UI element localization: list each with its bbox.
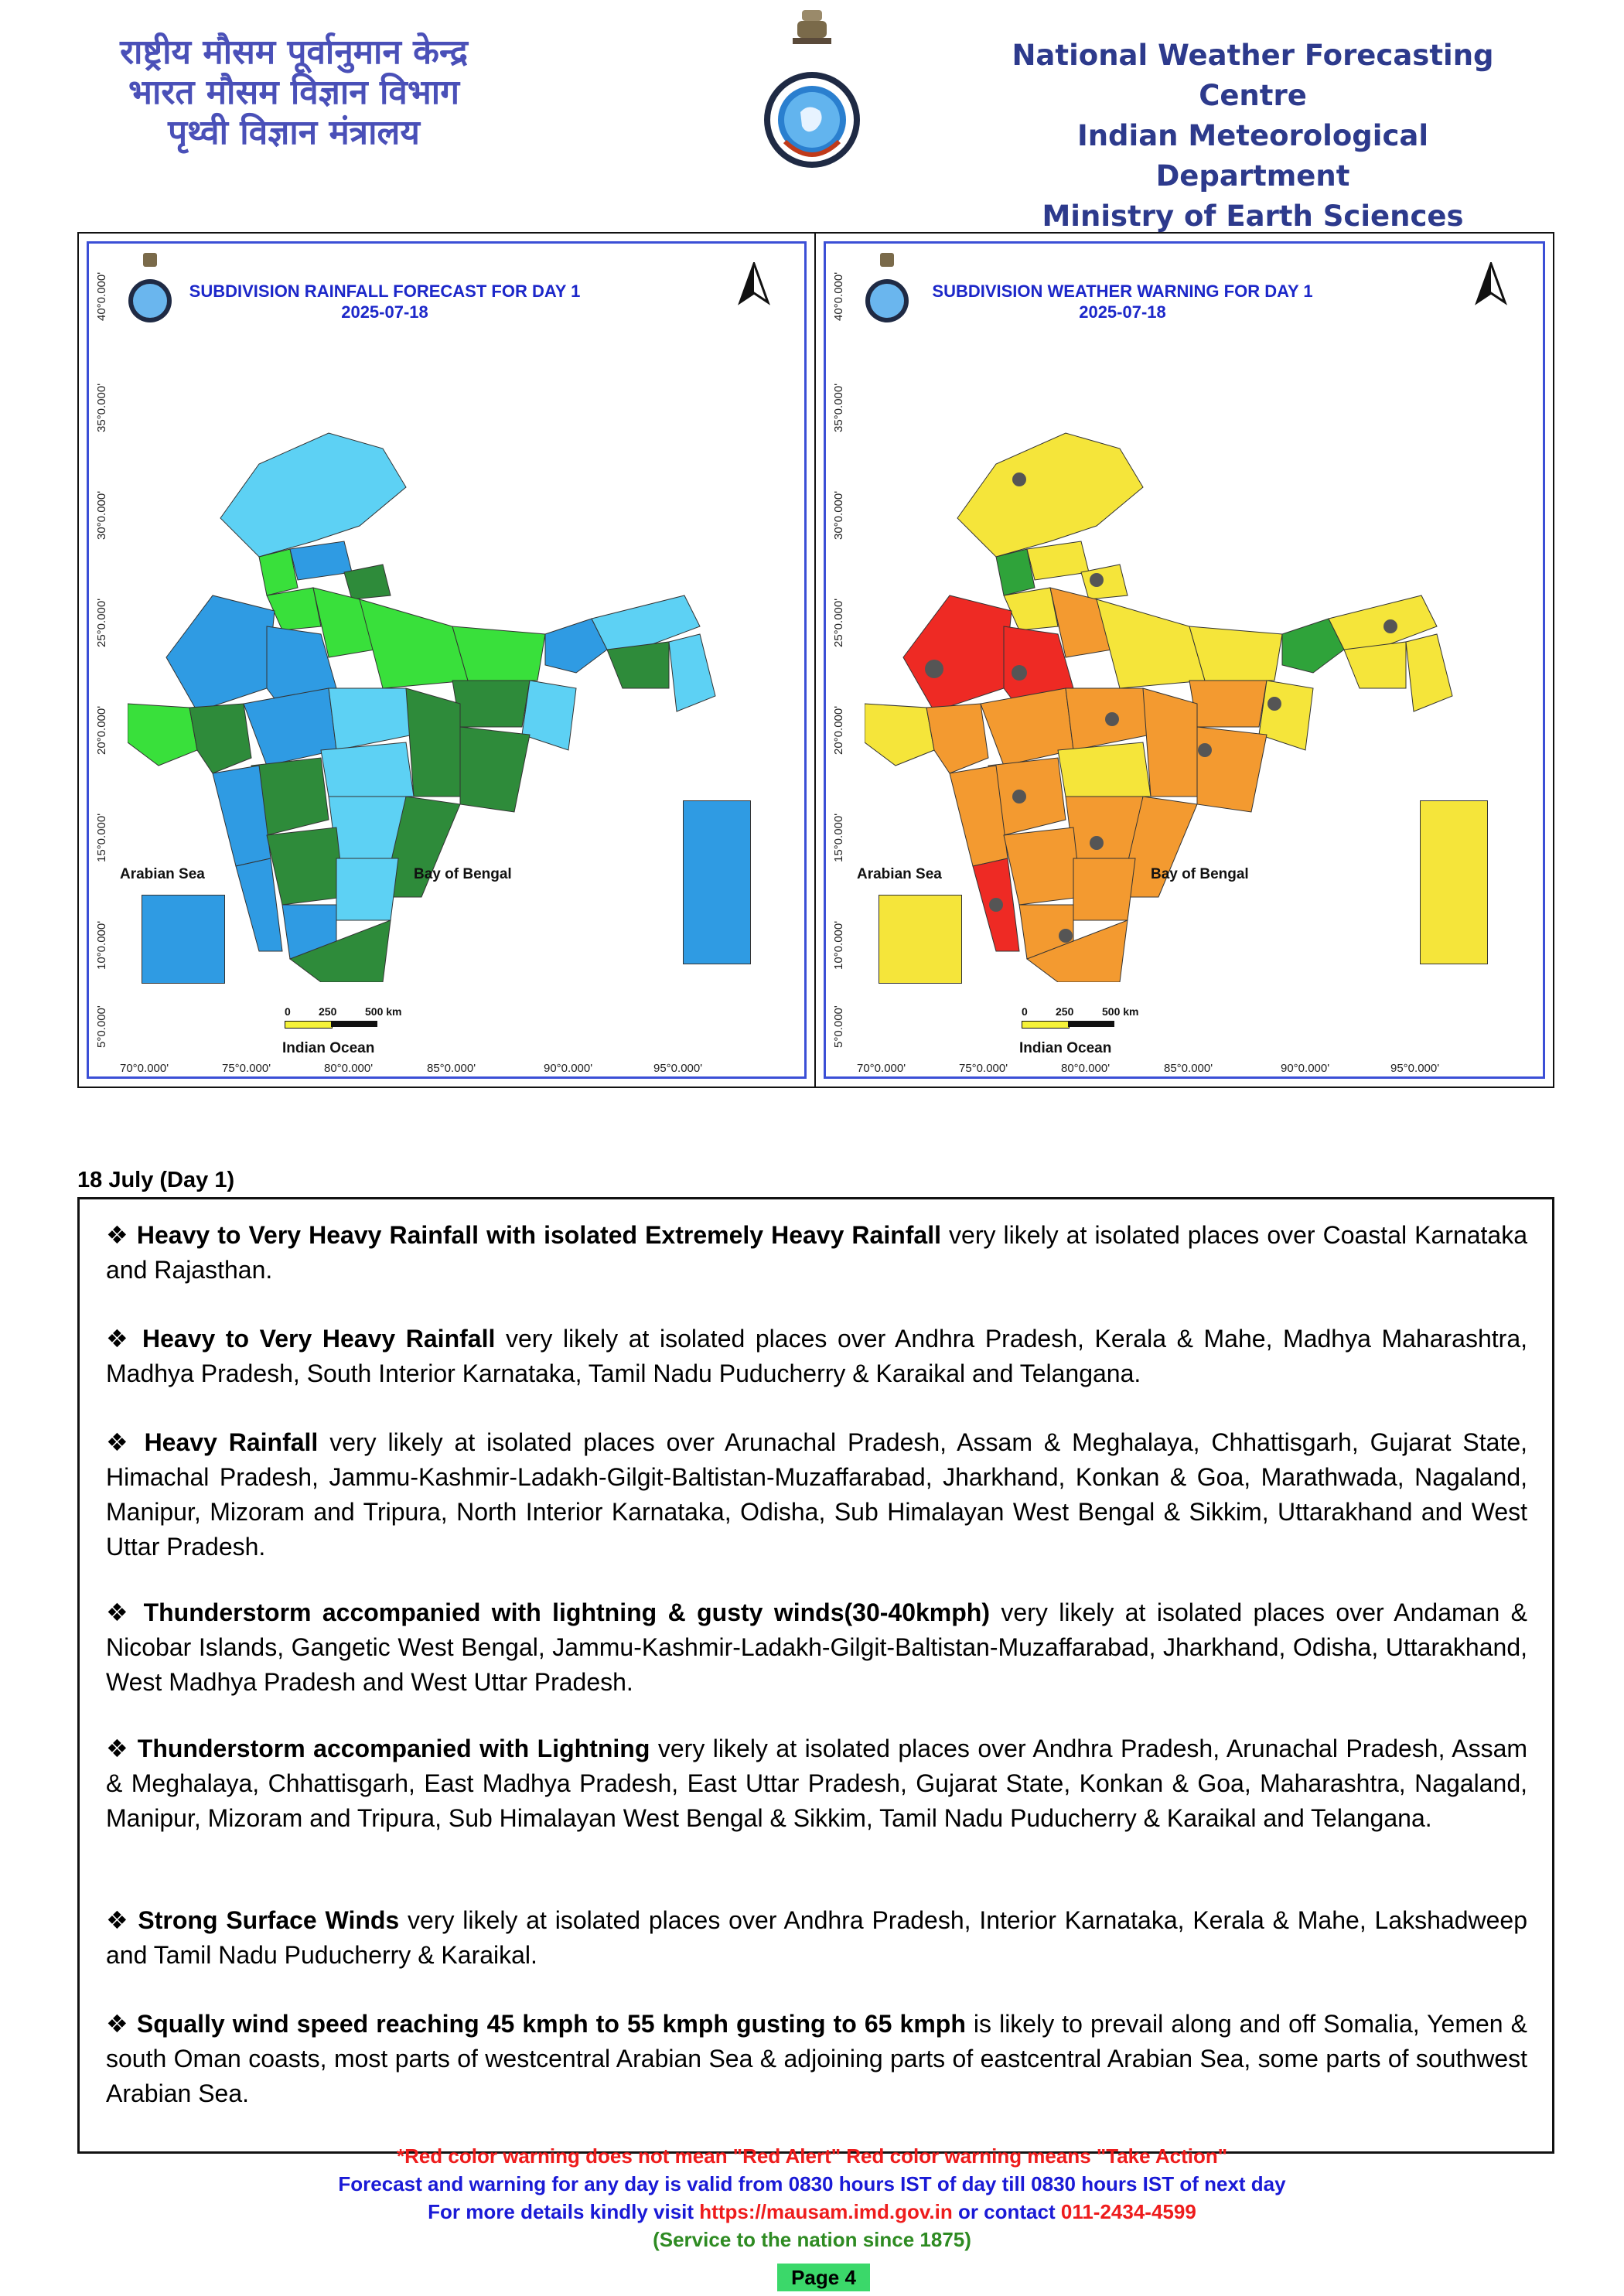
item-heading: Heavy to Very Heavy Rainfall with isolated Extremely Heavy Rainfall: [136, 1221, 942, 1249]
english-line-1: National Weather Forecasting Centre: [1012, 39, 1494, 112]
lat-tick: 40°0.000': [832, 271, 845, 321]
contact-line: [0, 2198, 1624, 2226]
lon-tick: 85°0.000': [427, 1062, 476, 1075]
lon-tick: 95°0.000': [1390, 1062, 1440, 1075]
warning-map: [824, 241, 1545, 1079]
diamond-bullet-icon: ❖: [106, 1221, 137, 1249]
arabian-sea-label: Arabian Sea: [857, 866, 942, 882]
scale-bar-dark: [1068, 1021, 1114, 1027]
item-heading: Thunderstorm accompanied with lightning & gusty winds(30-40kmph): [143, 1598, 990, 1626]
item-heading: Strong Surface Winds: [138, 1906, 400, 1934]
contact-prefix: For more details kindly visit: [428, 2200, 700, 2223]
hindi-line-3: पृथ्वी विज्ञान मंत्रालय: [168, 113, 420, 152]
forecast-item: [106, 1425, 1527, 1564]
scale-mid: 250: [1056, 1005, 1074, 1018]
header-english: [982, 36, 1523, 237]
bay-of-bengal-label: Bay of Bengal: [1151, 866, 1249, 882]
english-line-3: Ministry of Earth Sciences: [1042, 200, 1464, 233]
hindi-line-1: राष्ट्रीय मौसम पूर्वानुमान केन्द्र: [120, 32, 468, 72]
forecast-item: [106, 1595, 1527, 1700]
item-text: very likely at isolated places over Andhra Pradesh, Arunachal Pradesh, Assam & Meghalaya, Chhattisgarh, East Madhya Pradesh, East Uttar Pradesh, Gujarat State, Konkan & Goa, Maharashtra, Nagaland, Manipur, Mizoram and Tripura, Sub Himalayan West Bengal & Sikkim, Tamil Nadu Puducherry & Karaikal and Telangana.: [106, 1735, 1528, 1832]
lat-tick: 35°0.000': [832, 383, 845, 432]
lat-tick: 25°0.000': [95, 598, 108, 647]
lat-tick: 5°0.000': [95, 1005, 108, 1048]
rainfall-map-panel: [79, 234, 816, 1087]
diamond-bullet-icon: ❖: [106, 1325, 142, 1353]
item-text: is likely to prevail along and off Somalia, Yemen & south Oman coasts, most parts of westcentral Arabian Sea & adjoining parts of eastcentral Arabian Sea, some parts of southwest Arabian Sea.: [106, 2010, 1527, 2107]
scale-mid: 250: [319, 1005, 337, 1018]
warning-india-map: [865, 363, 1483, 982]
forecast-textbox: [77, 1197, 1554, 2154]
forecast-item: [106, 2007, 1527, 2111]
andaman-box: [1420, 800, 1488, 964]
lon-tick: 70°0.000': [857, 1062, 906, 1075]
diamond-bullet-icon: ❖: [106, 2010, 137, 2038]
item-heading: Heavy to Very Heavy Rainfall: [142, 1325, 496, 1353]
item-heading: Heavy Rainfall: [144, 1428, 319, 1456]
andaman-box: [683, 800, 751, 964]
imd-emblem-icon: [762, 4, 862, 182]
hindi-line-2: भारत मौसम विज्ञान विभाग: [128, 73, 459, 112]
warning-date-text: 2025-07-18: [1079, 302, 1166, 322]
lat-tick: 30°0.000': [832, 490, 845, 540]
warning-map-title: [764, 281, 1481, 322]
rainfall-map: [87, 241, 807, 1079]
indian-ocean-label: Indian Ocean: [1019, 1040, 1112, 1056]
scale-bar: [1022, 1021, 1070, 1029]
forecast-item: [106, 1218, 1527, 1288]
lat-tick: 15°0.000': [95, 813, 108, 862]
maps-frame: [77, 232, 1554, 1088]
scale-bar-dark: [331, 1021, 377, 1027]
forecast-item: [106, 1731, 1527, 1836]
website-link[interactable]: https://mausam.imd.gov.in: [699, 2200, 953, 2223]
lat-tick: 15°0.000': [832, 813, 845, 862]
indian-ocean-label: Indian Ocean: [282, 1040, 375, 1056]
scale-zero: 0: [285, 1005, 291, 1018]
forecast-item: [106, 1322, 1527, 1391]
item-text: very likely at isolated places over Andhra Pradesh, Kerala & Mahe, Madhya Maharashtra, Madhya Pradesh, South Interior Karnataka, Tamil Nadu Puducherry & Karaikal and Telangana.: [106, 1325, 1528, 1387]
validity-note: Forecast and warning for any day is valid from 0830 hours IST of day till 0830 hours IST of next day: [338, 2172, 1286, 2195]
lon-tick: 70°0.000': [120, 1062, 169, 1075]
lat-tick: 30°0.000': [95, 490, 108, 540]
arabian-sea-label: Arabian Sea: [120, 866, 205, 882]
item-text: very likely at isolated places over Andhra Pradesh, Interior Karnataka, Kerala & Mahe, Lakshadweep and Tamil Nadu Puducherry & Karaikal.: [106, 1906, 1528, 1969]
lon-tick: 95°0.000': [653, 1062, 703, 1075]
lat-tick: 25°0.000': [832, 598, 845, 647]
rainfall-india-map: [128, 363, 746, 982]
lat-tick: 20°0.000': [832, 705, 845, 755]
lat-tick: 20°0.000': [95, 705, 108, 755]
rainfall-map-title: [27, 281, 742, 322]
service-note: (Service to the nation since 1875): [653, 2228, 971, 2251]
lat-tick: 10°0.000': [95, 920, 108, 970]
red-warning-note: *Red color warning does not mean "Red Alert" Red color warning means "Take Action": [396, 2144, 1228, 2168]
lat-tick: 10°0.000': [832, 920, 845, 970]
lakshadweep-box: [142, 895, 225, 984]
lon-tick: 80°0.000': [1061, 1062, 1111, 1075]
contact-mid: or contact: [952, 2200, 1061, 2223]
lon-tick: 75°0.000': [959, 1062, 1008, 1075]
header-hindi: [77, 32, 510, 153]
diamond-bullet-icon: ❖: [106, 1906, 138, 1934]
item-heading: Squally wind speed reaching 45 kmph to 55 kmph gusting to 65 kmph: [136, 2010, 966, 2038]
scale-bar: [285, 1021, 333, 1029]
rainfall-title-text: SUBDIVISION RAINFALL FORECAST FOR DAY 1: [189, 281, 581, 301]
lon-tick: 90°0.000': [1281, 1062, 1330, 1075]
lon-tick: 90°0.000': [544, 1062, 593, 1075]
warning-map-panel: [816, 234, 1553, 1087]
lat-tick: 40°0.000': [95, 271, 108, 321]
forecast-item: [106, 1903, 1527, 1973]
page-number: Page 4: [777, 2264, 870, 2291]
day-title: 18 July (Day 1): [77, 1168, 235, 1192]
phone-number: 011-2434-4599: [1060, 2200, 1196, 2223]
lon-tick: 80°0.000': [324, 1062, 374, 1075]
diamond-bullet-icon: ❖: [106, 1598, 144, 1626]
lon-tick: 75°0.000': [222, 1062, 271, 1075]
lakshadweep-box: [879, 895, 962, 984]
diamond-bullet-icon: ❖: [106, 1428, 145, 1456]
item-heading: Thunderstorm accompanied with Lightning: [137, 1735, 650, 1762]
north-arrow-icon: [1474, 262, 1508, 309]
english-line-2: Indian Meteorological Department: [1076, 119, 1429, 193]
lat-tick: 5°0.000': [832, 1005, 845, 1048]
warning-title-text: SUBDIVISION WEATHER WARNING FOR DAY 1: [932, 281, 1313, 301]
lon-tick: 85°0.000': [1164, 1062, 1213, 1075]
rainfall-date-text: 2025-07-18: [341, 302, 428, 322]
lat-tick: 35°0.000': [95, 383, 108, 432]
scale-zero: 0: [1022, 1005, 1028, 1018]
item-text: very likely at isolated places over Arunachal Pradesh, Assam & Meghalaya, Chhattisgarh, Gujarat State, Himachal Pradesh, Jammu-Kashmir-Ladakh-Gilgit-Baltistan-Muzaffarabad, Jharkhand, Konkan & Goa, Marathwada, Nagaland, Manipur, Mizoram and Tripura, North Interior Karnataka, Odisha, Sub Himalayan West Bengal & Sikkim, Uttarakhand and West Uttar Pradesh.: [106, 1428, 1528, 1561]
item-text: very likely at isolated places over Coastal Karnataka and Rajasthan.: [106, 1221, 1528, 1284]
scale-end: 500 km: [365, 1005, 402, 1018]
scale-end: 500 km: [1102, 1005, 1139, 1018]
item-text: very likely at isolated places over Andaman & Nicobar Islands, Gangetic West Bengal, Jammu-Kashmir-Ladakh-Gilgit-Baltistan-Muzaffarabad, Jharkhand, Odisha, Uttarakhand, West Madhya Pradesh and West Uttar Pradesh.: [106, 1598, 1527, 1696]
diamond-bullet-icon: ❖: [106, 1735, 138, 1762]
bay-of-bengal-label: Bay of Bengal: [414, 866, 512, 882]
